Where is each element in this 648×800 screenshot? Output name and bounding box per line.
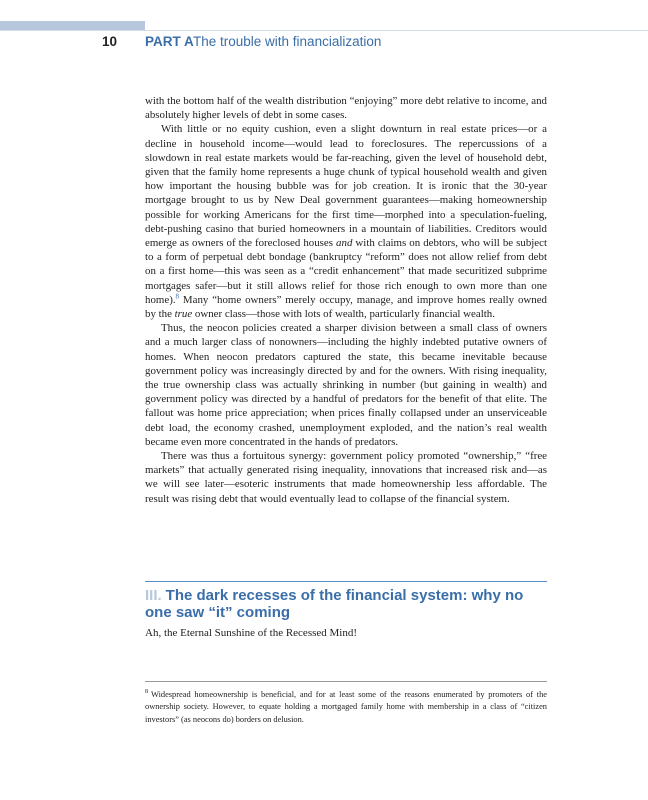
body-text	[145, 94, 547, 506]
section-rule	[145, 581, 547, 582]
footnote	[145, 689, 547, 726]
epigraph: Ah, the Eternal Sunshine of the Recessed Mind!	[145, 627, 358, 639]
paragraph	[145, 122, 547, 321]
section-heading	[145, 587, 547, 621]
text-run: owner class—those with lots of wealth, particularly financial wealth.	[192, 308, 495, 321]
paragraph: Thus, the neocon policies created a sharper division between a small class of owners and a much larger class of nonowners—including the highly indebted putative owners of homes. When neocon predators captured the state, this became inevitable because government policy was increasingly directed by and for the owners. With rising inequality, the true ownership class was actually shrinking in number (but gaining in wealth) and government policy was directed by a handful of predators for the benefit of that elite. The fallout was home price appreciation; when prices finally collapsed under an unserviceable debt load, the economy crashed, unemployment exploded, and the nation’s real wealth became even more concentrated in the hands of predators.	[145, 322, 547, 448]
footnote-rule	[145, 681, 547, 682]
text-run: Many “home owners” merely occupy, manage, and improve homes really owned by the	[145, 293, 547, 321]
footnote-text: Widespread homeownership is beneficial, and for at least some of the reasons enumerated by promoters of the ownership society. However, to equate holding a mortgaged family home with membership in a class of “citizen investors” (as neocons do) borders on delusion.	[145, 690, 547, 724]
footnote-marker: 8	[145, 689, 148, 696]
paragraph: with the bottom half of the wealth distribution “enjoying” more debt relative to income, and absolutely higher levels of debt in some cases.	[145, 95, 547, 122]
text-run: with claims on debtors, who will be subject to a form of perpetual debt bondage (bankruptcy “reform” does not allow relief from debt on a first home—this was seen as a “credit enhancement” that made securitized subprime mortgages safer—but it still allows relief for those rich enough to own more than one home).	[145, 237, 548, 306]
section-number: III.	[145, 587, 162, 604]
part-title: The trouble with financialization	[193, 34, 382, 49]
paragraph: There was thus a fortuitous synergy: government policy promoted “ownership,” “free markets” that actually generated rising inequality, innovations that increased risk and—as we will see later—esoteric instruments that made homeownership less affordable. The result was rising debt that would eventually lead to collapse of the financial system.	[145, 450, 547, 505]
running-header	[0, 34, 648, 54]
emphasis: true	[174, 308, 193, 321]
header-accent-bar	[0, 21, 145, 30]
emphasis: and	[336, 237, 353, 250]
section-title: The dark recesses of the financial system: why no one saw “it” coming	[145, 587, 524, 621]
header-rule	[0, 30, 648, 31]
text-run: With little or no equity cushion, even a slight downturn in real estate prices—or a decline in household income—would lead to foreclosures. The repercussions of a slowdown in real estate markets would be far-reaching, given the level of household debt, given that the family home represents a huge chunk of typical household wealth and given how important the housing bubble was for job creation. It is ironic that the 30-year mortgage brought to us by New Deal government guarantees—making homeownership possible for working Americans for the first time—morphed into a speculation-fueling, debt-pushing casino that buried homeowners in a mountain of liabilities. Creditors would emerge as owners of the foreclosed houses	[145, 123, 547, 250]
part-label: PART A	[145, 34, 194, 49]
footnote-reference[interactable]: 8	[175, 292, 180, 301]
page-number: 10	[102, 34, 118, 49]
